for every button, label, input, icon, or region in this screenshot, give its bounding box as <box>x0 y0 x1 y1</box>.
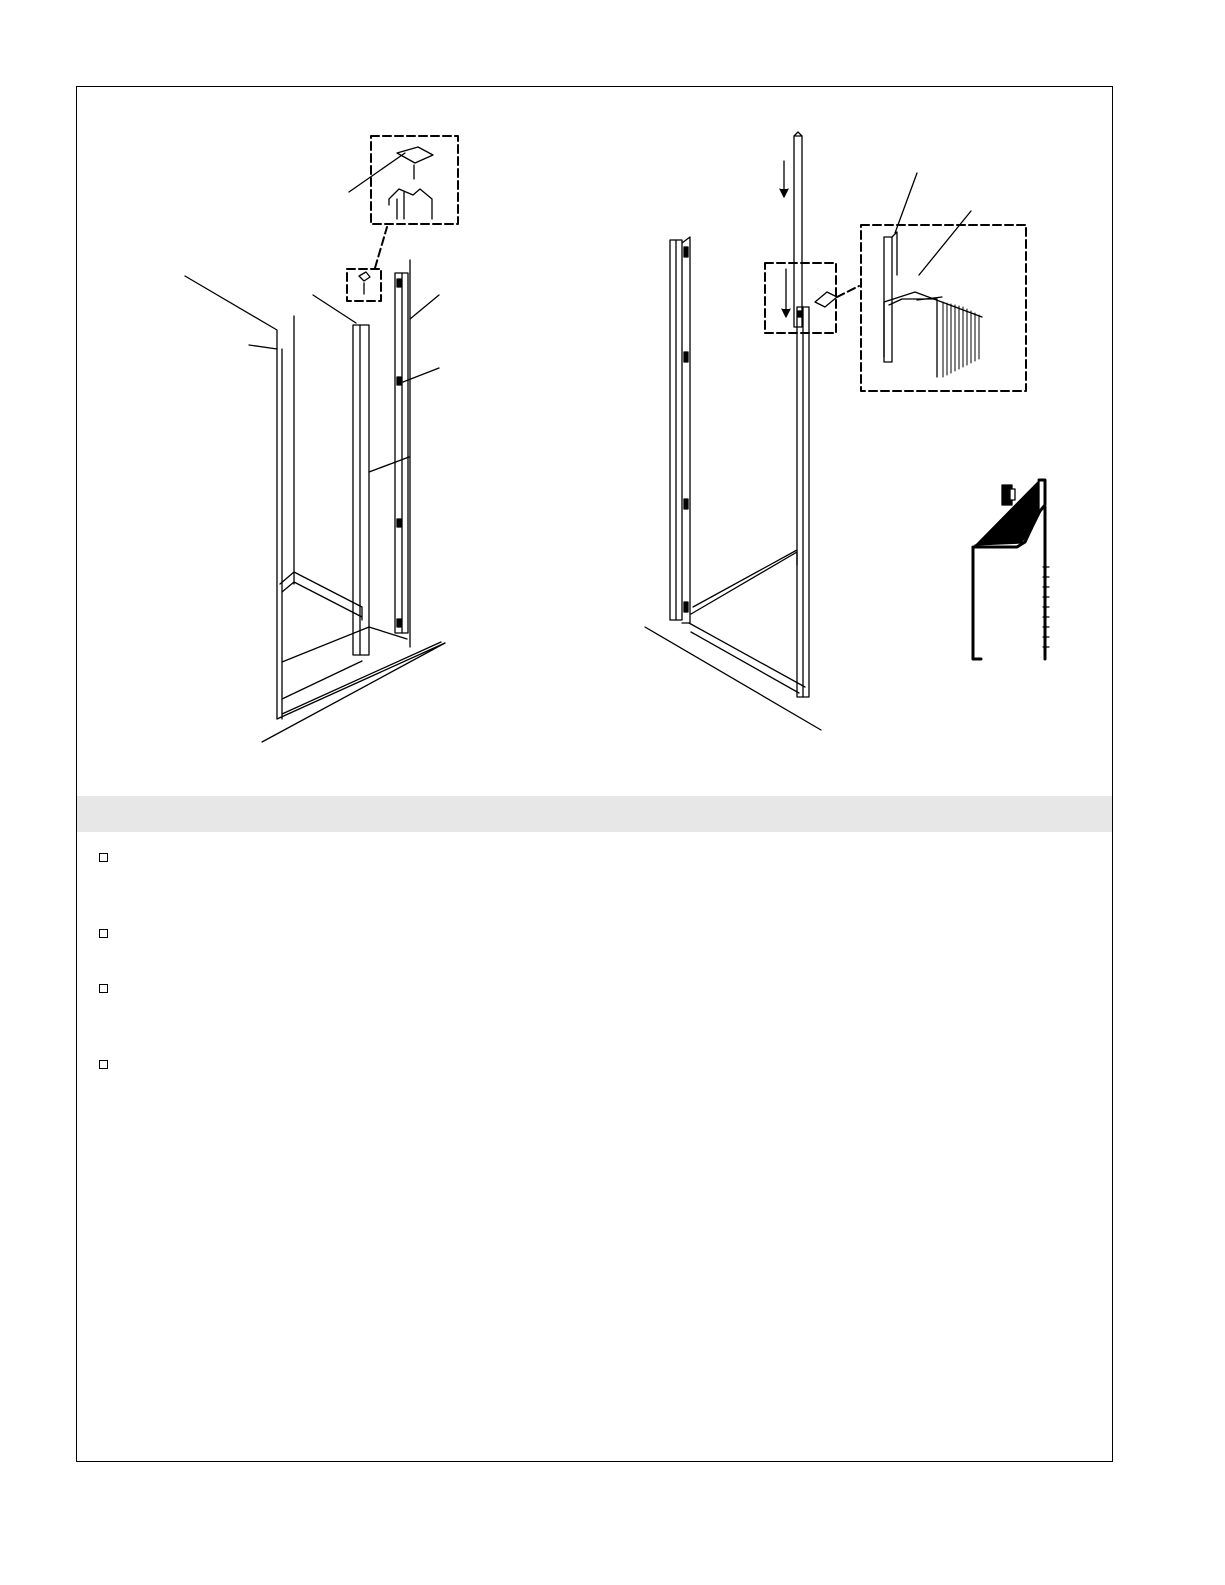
checkbox-icon[interactable] <box>99 1060 108 1069</box>
checklist-item <box>99 926 118 938</box>
checklist-item <box>99 850 118 862</box>
checklist-item <box>99 1057 118 1069</box>
checkbox-icon[interactable] <box>99 853 108 862</box>
checkbox-icon[interactable] <box>99 984 108 993</box>
page-frame <box>76 86 1113 1462</box>
checklist-item <box>99 981 118 993</box>
instruction-checklist <box>77 87 1112 1461</box>
checkbox-icon[interactable] <box>99 929 108 938</box>
